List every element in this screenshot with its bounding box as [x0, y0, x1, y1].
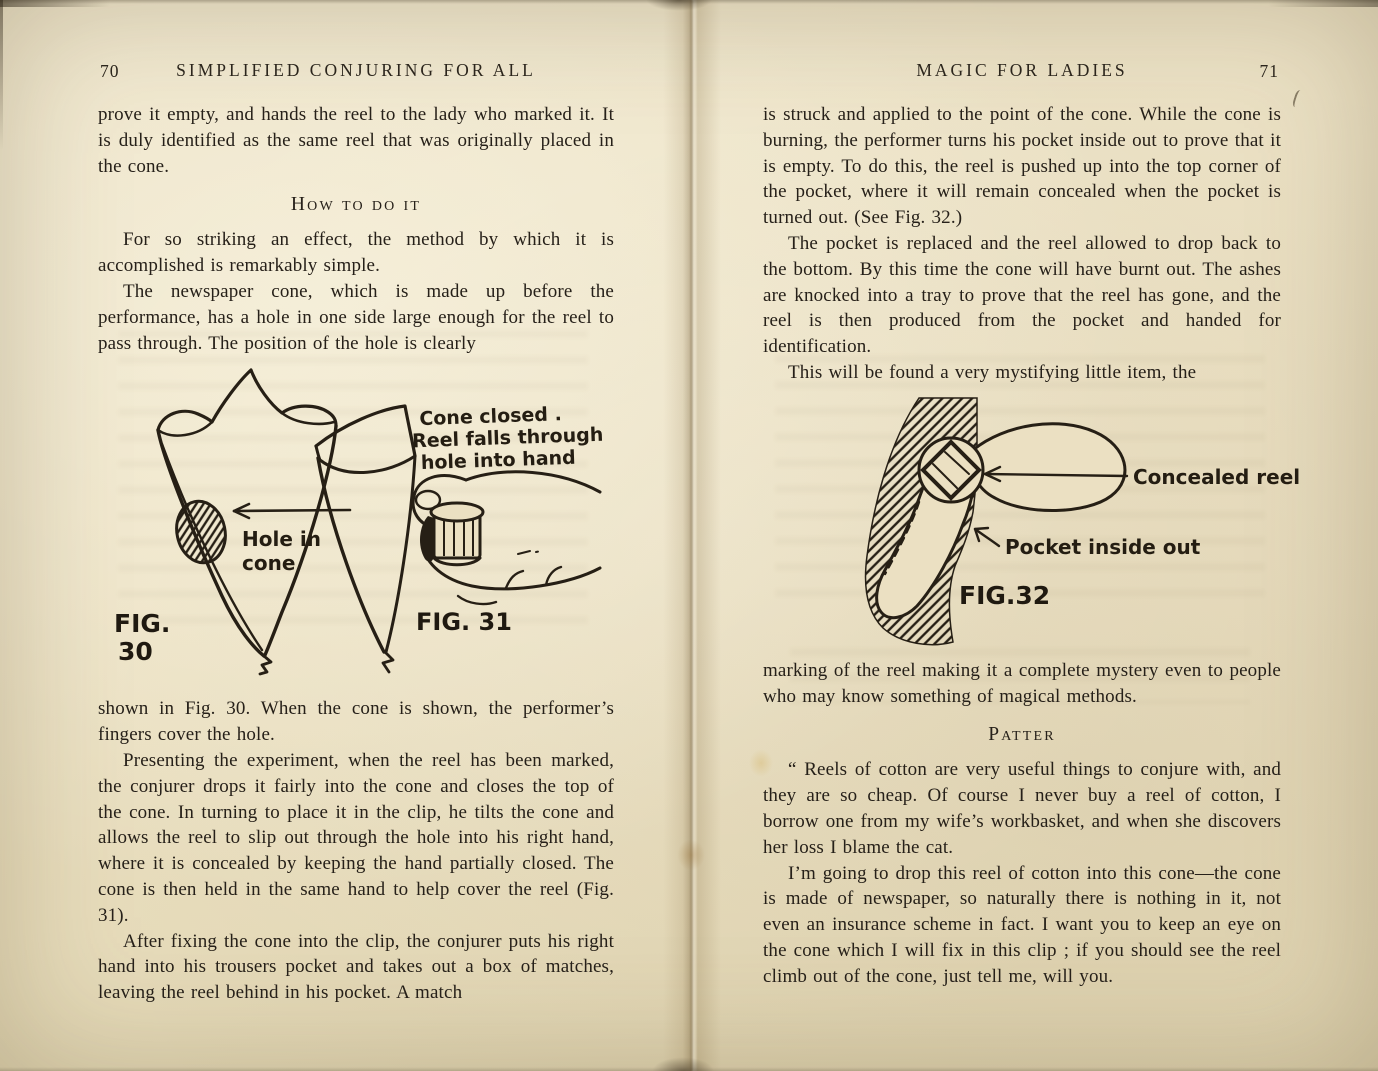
fig31-caption: FIG. 31 [416, 608, 512, 637]
paragraph: prove it empty, and hands the reel to the lady who marked it. It is duly identified as the same reel that was originally placed in the cone. [98, 104, 614, 177]
fig30-label: Hole in [242, 527, 321, 552]
right-page-number: 71 [1259, 61, 1279, 81]
fig32-label: Pocket inside out [1005, 534, 1201, 559]
left-running-head [98, 60, 614, 90]
paragraph: The pocket is replaced and the reel allowed to drop back to the bottom. By this time the cone will have burnt out. The ashes are knocked into a tray to prove that the reel has gone, and the reel is then produced from the pocket and handed for identification. [763, 232, 1281, 358]
fig31-label: hole into hand [420, 447, 577, 475]
fig30-label: cone [242, 551, 296, 576]
paragraph: After fixing the cone into the clip, the conjurer puts his right hand into his trousers pocket and takes out a box of matches, leaving the reel behind in his pocket. A match [98, 930, 614, 1004]
gutter-crease [691, 0, 693, 1071]
fig30-caption: 30 [118, 637, 153, 667]
left-page [98, 60, 614, 1006]
figure-31-illustration [308, 396, 608, 684]
arrow-icon [975, 528, 999, 546]
section-heading-patter: Patter [988, 724, 1056, 746]
corner-shadow-top-right [1268, 0, 1378, 7]
paragraph: shown in Fig. 30. When the cone is shown, the performer’s fingers cover the hole. [98, 698, 614, 746]
fig31-label: Cone closed . [418, 403, 563, 431]
cone-tip-twist [260, 656, 271, 674]
figures-30-31 [98, 360, 614, 690]
pen-mark [1291, 89, 1305, 109]
left-body-text [98, 102, 614, 1006]
corner-shadow-top-left [0, 0, 110, 7]
left-running-title: SIMPLIFIED CONJURING FOR ALL [176, 60, 536, 80]
right-running-title: MAGIC FOR LADIES [916, 60, 1128, 80]
figure-32-illustration [823, 394, 1301, 652]
fig31-label: Reel falls through [411, 424, 604, 453]
fig32-label: Concealed reel [1133, 464, 1301, 489]
reel-diamond-drawing [919, 438, 983, 502]
paragraph: Presenting the experiment, when the reel has been marked, the conjurer drops it fairly into the cone and closes the top of the cone. In turning to place it in the clip, he tilts the cone and allows the reel to slip out through the hole into his right hand, where it is concealed by keeping the hand partially closed. The cone is then held in the same hand to help cover the reel (Fig. 31). [98, 749, 614, 926]
paragraph: The newspaper cone, which is made up before the performance, has a hole in one side large enough for the reel to pass through. The position of the hole is clearly [98, 280, 614, 354]
section-heading-how-to-do-it: How to do it [290, 194, 422, 216]
fig32-caption: FIG.32 [959, 580, 1051, 610]
right-running-head [763, 60, 1281, 90]
figure-32 [763, 394, 1301, 652]
fig30-caption: FIG. [114, 609, 171, 639]
paragraph: “ Reels of cotton are very useful things to conjure with, and they are so cheap. Of course I never buy a reel of cotton, I borrow one from my wife’s workbasket, and when she discovers her loss I blame the cat. [763, 759, 1281, 858]
right-body-text [763, 102, 1301, 990]
newspaper-cone-closed-drawing [316, 406, 415, 672]
paragraph: I’m going to drop this reel of cotton into this cone—the cone is made of newspaper, so naturally there is nothing in it, not even an insurance scheme in fact. I want you to keep an eye on the cone which I will fix in this clip ; if you should see the reel climb out of the cone, just tell me, will you. [763, 862, 1281, 987]
cone-tip-twist [383, 652, 393, 672]
right-page [763, 60, 1301, 990]
paragraph: For so striking an effect, the method by which it is accomplished is remarkably simple. [98, 229, 614, 277]
paragraph: is struck and applied to the point of the cone. While the cone is burning, the performer turns his pocket inside out to prove that it is empty. To do this, the reel is pushed up into the top corner of the pocket, where it will remain concealed when the pocket is turned out. (See Fig. 32.) [763, 104, 1281, 229]
paragraph: This will be found a very mystifying little item, the [788, 361, 1197, 383]
paragraph: marking of the reel making it a complete mystery even to people who may know something of magical methods. [763, 659, 1281, 707]
left-page-number: 70 [100, 61, 120, 81]
hole-in-cone-hatched [171, 497, 231, 568]
page-edge-left [0, 0, 3, 150]
reel-drawing [420, 503, 483, 565]
